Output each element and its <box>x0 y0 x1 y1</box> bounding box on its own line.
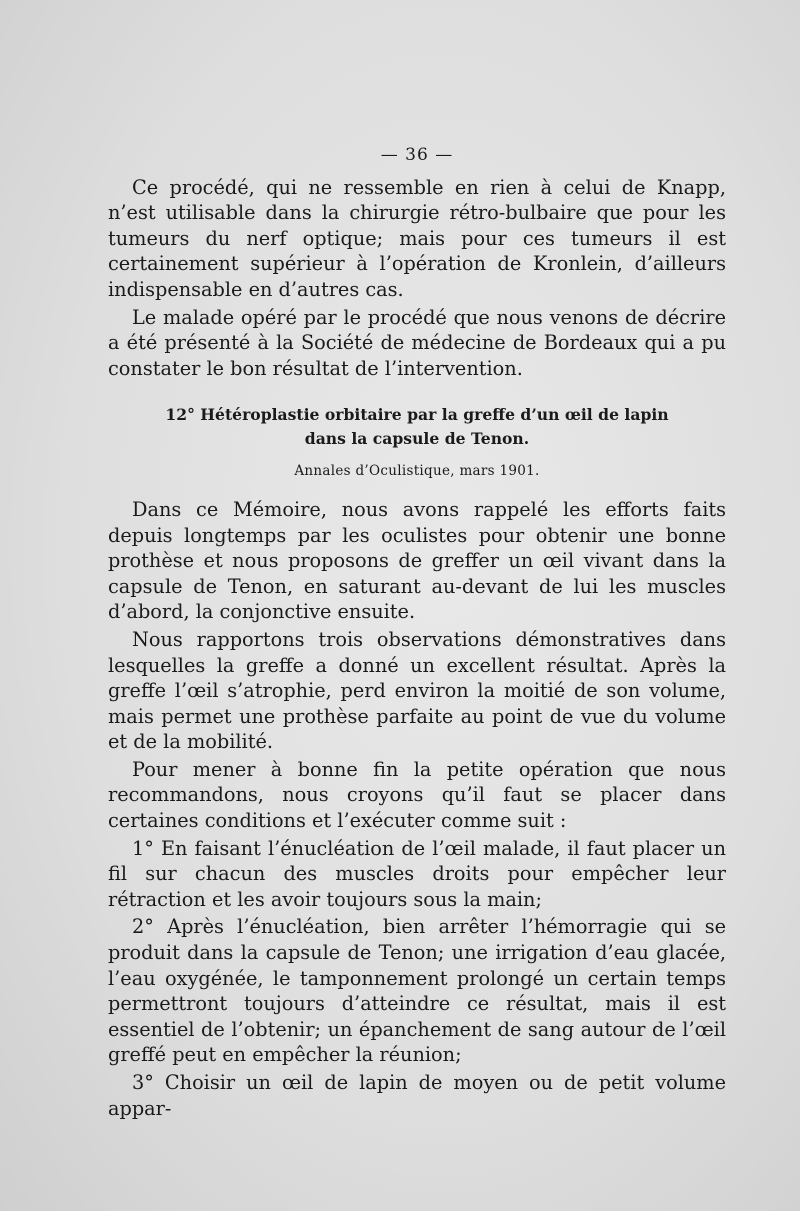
body-paragraph-1: Dans ce Mémoire, nous avons rappelé les efforts faits depuis longtemps par les oculistes pour obtenir une bonne prothèse et nous proposons de greffer un œil vivant dans la capsule de Tenon, en saturant au-devant de lui les muscles d’abord, la conjonctive ensuite. <box>108 497 726 624</box>
list-item-2: 2° Après l’énucléation, bien arrêter l’hémorragie qui se produit dans la capsule de Tenon; une irrigation d’eau glacée, l’eau oxygénée, le tamponnement prolongé un certain temps permettront toujours d’atteindre ce résultat, mais il est essentiel de l’obtenir; un épanchement de sang autour de l’œil greffé peut en empêcher la réunion; <box>108 915 726 1067</box>
body-paragraph-2: Nous rapportons trois observations démonstratives dans lesquelles la greffe a donné un excellent résultat. Après la greffe l’œil s’atrophie, perd environ la moitié de son volume, mais permet une prothèse parfaite au point de vue du volume et de la mobilité. <box>108 627 726 754</box>
section-source: Annales d’Oculistique, mars 1901. <box>294 463 540 480</box>
list-item-3: 3° Choisir un œil de lapin de moyen ou de petit volume appar- <box>108 1071 726 1120</box>
page-number: — 36 — <box>380 145 454 165</box>
body-paragraph-3: Pour mener à bonne fin la petite opération que nous recommandons, nous croyons qu’il faut se placer dans certaines conditions et l’exécuter comme suit : <box>108 757 726 833</box>
section-heading <box>108 403 726 451</box>
intro-paragraph-2: Le malade opéré par le procédé que nous venons de décrire a été présenté à la Société de médecine de Bordeaux qui a pu constater le bon résultat de l’intervention. <box>108 305 726 380</box>
list-item-1: 1° En faisant l’énucléation de l’œil malade, il faut placer un fil sur chacun des muscles droits pour empêcher leur rétraction et les avoir toujours sous la main; <box>108 836 726 911</box>
section-title-line-2: dans la capsule de Tenon. <box>304 429 530 449</box>
text-block <box>108 143 726 1121</box>
intro-paragraph-1: Ce procédé, qui ne ressemble en rien à celui de Knapp, n’est utilisable dans la chirurgie rétro-bulbaire que pour les tumeurs du nerf optique; mais pour ces tumeurs il est certainement supérieur à l’opération de Kronlein, d’ailleurs indispensable en d’autres cas. <box>108 175 726 301</box>
section-title-line-1: 12° Hétéroplastie orbitaire par la greffe d’un œil de lapin <box>165 405 669 425</box>
